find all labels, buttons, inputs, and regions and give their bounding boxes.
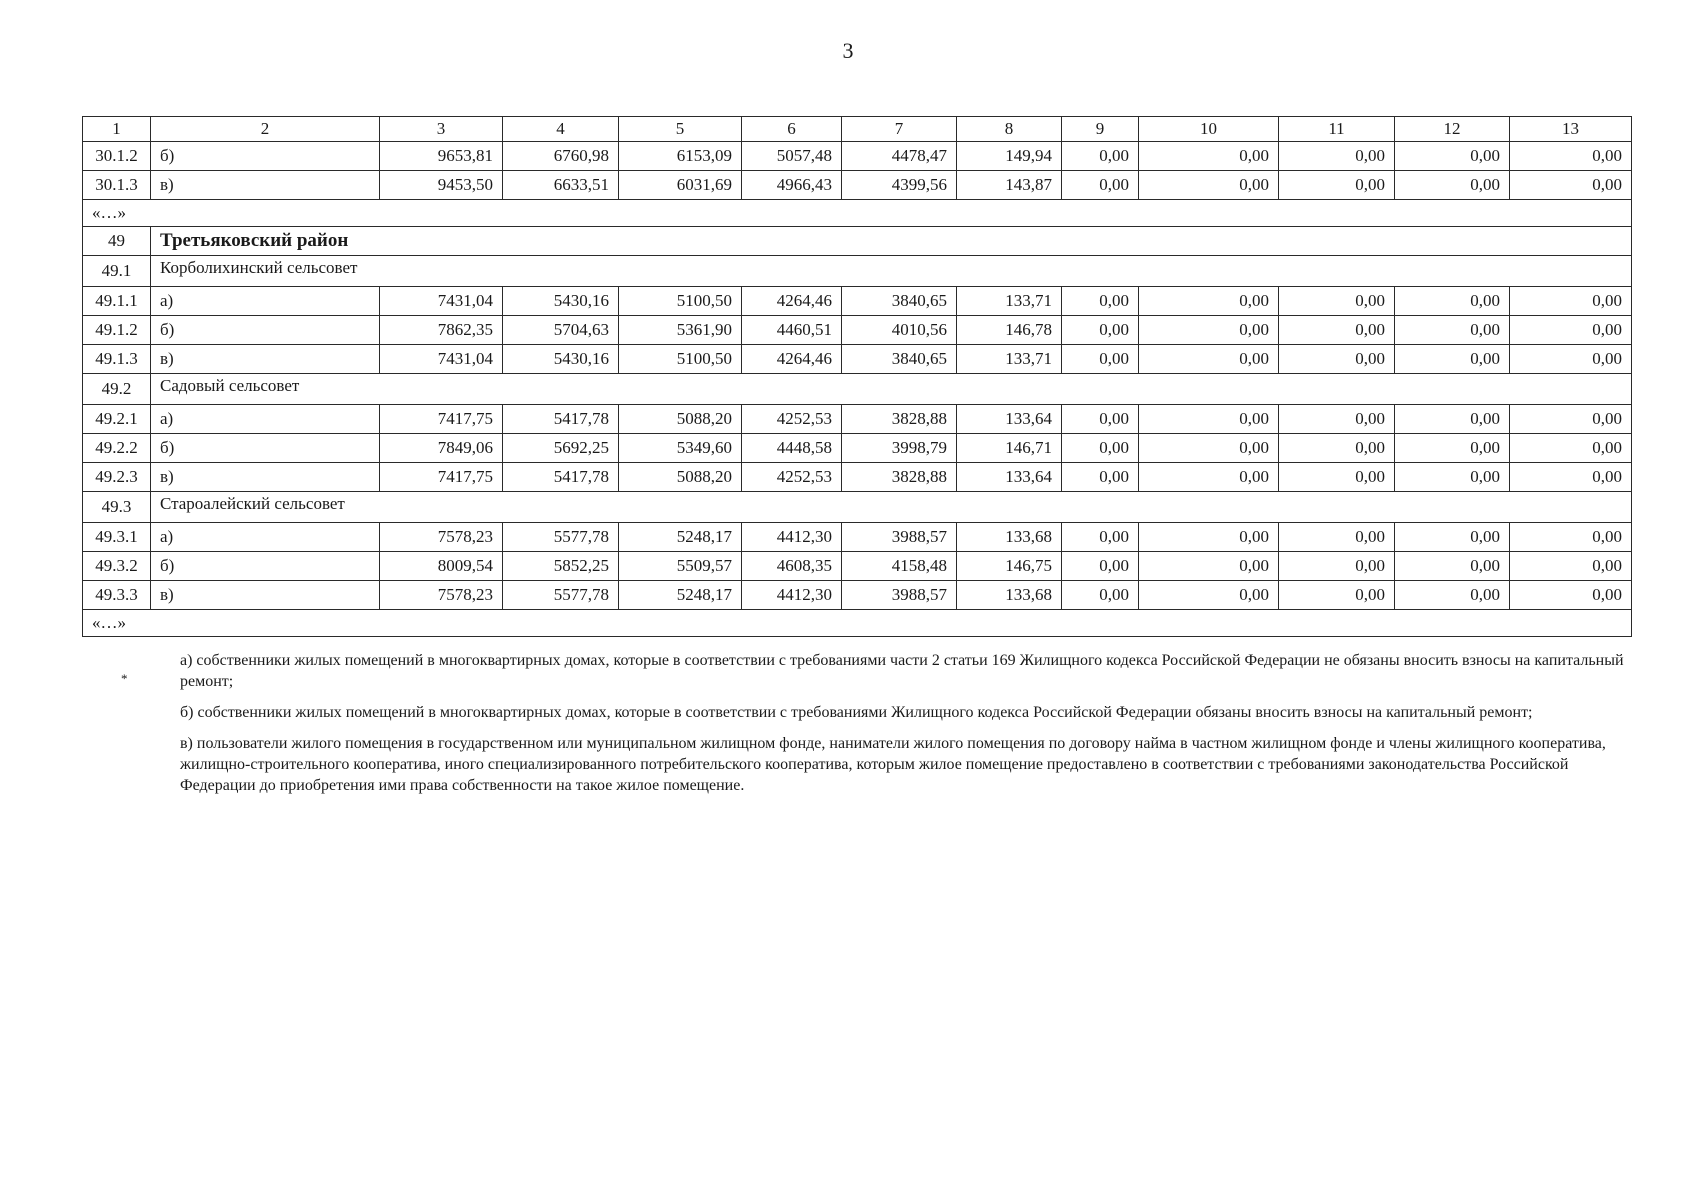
footnote-a: а) собственники жилых помещений в многоквартирных домах, которые в соответствии с требованиями части 2 статьи 169 Жилищного кодекса Российской Федерации не обязаны вносить взносы на капитальный ремонт; (180, 652, 1624, 690)
value-cell: 7862,35 (380, 316, 503, 345)
value-cell: 4010,56 (842, 316, 957, 345)
table-row (83, 434, 1632, 463)
category-cell: в) (151, 345, 380, 374)
footnote-c: в) пользователи жилого помещения в государственном или муниципальном жилищном фонде, наниматели жилого помещения по договору найма в частном жилищном фонде и члены жилищного кооператива, жилищно-строительного кооператива, иного специализированного потребительского кооператива, которым жилое помещение предоставлено в соответствии с требованиями законодательства Российской Федерации до приобретения ими права собственности на такое жилое помещение. (180, 735, 1606, 794)
value-cell: 4608,35 (742, 552, 842, 581)
value-cell: 146,78 (957, 316, 1062, 345)
value-cell: 0,00 (1510, 171, 1632, 200)
value-cell: 5692,25 (503, 434, 619, 463)
value-cell: 143,87 (957, 171, 1062, 200)
column-number-header: 4 (503, 117, 619, 142)
value-cell: 5088,20 (619, 405, 742, 434)
value-cell: 0,00 (1395, 287, 1510, 316)
district-name: Третьяковский район (151, 227, 1632, 256)
value-cell: 4412,30 (742, 523, 842, 552)
value-cell: 0,00 (1062, 287, 1139, 316)
value-cell: 3988,57 (842, 523, 957, 552)
value-cell: 0,00 (1279, 434, 1395, 463)
value-cell: 133,64 (957, 463, 1062, 492)
value-cell: 6153,09 (619, 142, 742, 171)
tariff-table (82, 116, 1632, 637)
value-cell: 5248,17 (619, 581, 742, 610)
council-name: Садовый сельсовет (151, 374, 1632, 405)
value-cell: 0,00 (1510, 316, 1632, 345)
category-cell: б) (151, 434, 380, 463)
value-cell: 0,00 (1395, 523, 1510, 552)
row-code-cell: 49.1 (83, 256, 151, 287)
value-cell: 5349,60 (619, 434, 742, 463)
row-code-cell: 49.3.3 (83, 581, 151, 610)
value-cell: 9453,50 (380, 171, 503, 200)
value-cell: 133,71 (957, 287, 1062, 316)
value-cell: 5704,63 (503, 316, 619, 345)
value-cell: 133,68 (957, 523, 1062, 552)
value-cell: 146,71 (957, 434, 1062, 463)
row-code-cell: 30.1.3 (83, 171, 151, 200)
category-cell: в) (151, 171, 380, 200)
row-code-cell: 49.2.2 (83, 434, 151, 463)
omission-mark: «…» (83, 200, 1632, 227)
table-row (83, 287, 1632, 316)
value-cell: 133,68 (957, 581, 1062, 610)
value-cell: 0,00 (1395, 581, 1510, 610)
column-number-header: 12 (1395, 117, 1510, 142)
council-row (83, 256, 1632, 287)
value-cell: 4399,56 (842, 171, 957, 200)
column-number-header: 1 (83, 117, 151, 142)
category-cell: а) (151, 405, 380, 434)
value-cell: 8009,54 (380, 552, 503, 581)
value-cell: 0,00 (1139, 142, 1279, 171)
value-cell: 5361,90 (619, 316, 742, 345)
row-code-cell: 49.1.1 (83, 287, 151, 316)
value-cell: 3840,65 (842, 345, 957, 374)
value-cell: 0,00 (1510, 523, 1632, 552)
table-row (83, 581, 1632, 610)
value-cell: 5852,25 (503, 552, 619, 581)
footnote-marker: * (121, 671, 128, 686)
value-cell: 0,00 (1510, 463, 1632, 492)
table-row (83, 316, 1632, 345)
value-cell: 0,00 (1279, 171, 1395, 200)
category-cell: а) (151, 523, 380, 552)
value-cell: 0,00 (1279, 581, 1395, 610)
column-number-header: 9 (1062, 117, 1139, 142)
value-cell: 0,00 (1279, 552, 1395, 581)
value-cell: 0,00 (1062, 171, 1139, 200)
value-cell: 0,00 (1139, 434, 1279, 463)
value-cell: 4460,51 (742, 316, 842, 345)
table-row (83, 463, 1632, 492)
column-number-row (83, 117, 1632, 142)
value-cell: 149,94 (957, 142, 1062, 171)
value-cell: 3828,88 (842, 405, 957, 434)
value-cell: 0,00 (1395, 142, 1510, 171)
value-cell: 0,00 (1062, 405, 1139, 434)
column-number-header: 6 (742, 117, 842, 142)
value-cell: 0,00 (1395, 316, 1510, 345)
value-cell: 3988,57 (842, 581, 957, 610)
value-cell: 0,00 (1395, 463, 1510, 492)
value-cell: 0,00 (1139, 345, 1279, 374)
row-code-cell: 49.2 (83, 374, 151, 405)
column-number-header: 2 (151, 117, 380, 142)
value-cell: 5430,16 (503, 345, 619, 374)
value-cell: 7431,04 (380, 345, 503, 374)
value-cell: 133,71 (957, 345, 1062, 374)
value-cell: 3828,88 (842, 463, 957, 492)
value-cell: 0,00 (1139, 523, 1279, 552)
value-cell: 4252,53 (742, 463, 842, 492)
district-row (83, 227, 1632, 256)
value-cell: 0,00 (1395, 552, 1510, 581)
column-number-header: 3 (380, 117, 503, 142)
value-cell: 4448,58 (742, 434, 842, 463)
row-code-cell: 49.2.3 (83, 463, 151, 492)
value-cell: 5509,57 (619, 552, 742, 581)
value-cell: 0,00 (1279, 287, 1395, 316)
value-cell: 0,00 (1510, 581, 1632, 610)
value-cell: 5577,78 (503, 523, 619, 552)
value-cell: 0,00 (1139, 171, 1279, 200)
value-cell: 7578,23 (380, 581, 503, 610)
value-cell: 0,00 (1510, 345, 1632, 374)
value-cell: 5088,20 (619, 463, 742, 492)
value-cell: 0,00 (1139, 463, 1279, 492)
omission-row (83, 200, 1632, 227)
value-cell: 6031,69 (619, 171, 742, 200)
row-code-cell: 49.1.2 (83, 316, 151, 345)
value-cell: 3998,79 (842, 434, 957, 463)
value-cell: 9653,81 (380, 142, 503, 171)
value-cell: 0,00 (1510, 552, 1632, 581)
value-cell: 0,00 (1279, 523, 1395, 552)
value-cell: 7417,75 (380, 405, 503, 434)
value-cell: 0,00 (1062, 581, 1139, 610)
category-cell: б) (151, 552, 380, 581)
table-body (83, 117, 1632, 637)
value-cell: 4158,48 (842, 552, 957, 581)
value-cell: 0,00 (1510, 405, 1632, 434)
value-cell: 5100,50 (619, 345, 742, 374)
value-cell: 5577,78 (503, 581, 619, 610)
council-row (83, 374, 1632, 405)
row-code-cell: 49 (83, 227, 151, 256)
value-cell: 4264,46 (742, 345, 842, 374)
page-number: 3 (842, 38, 854, 63)
value-cell: 5430,16 (503, 287, 619, 316)
value-cell: 0,00 (1510, 142, 1632, 171)
value-cell: 0,00 (1062, 523, 1139, 552)
council-name: Староалейский сельсовет (151, 492, 1632, 523)
council-name: Корболихинский сельсовет (151, 256, 1632, 287)
row-code-cell: 49.3.2 (83, 552, 151, 581)
footnote-b: б) собственники жилых помещений в многоквартирных домах, которые в соответствии с требованиями Жилищного кодекса Российской Федерации обязаны вносить взносы на капитальный ремонт; (180, 704, 1533, 721)
value-cell: 5057,48 (742, 142, 842, 171)
value-cell: 0,00 (1062, 434, 1139, 463)
category-cell: б) (151, 316, 380, 345)
row-code-cell: 49.2.1 (83, 405, 151, 434)
value-cell: 0,00 (1279, 463, 1395, 492)
value-cell: 7578,23 (380, 523, 503, 552)
value-cell: 0,00 (1062, 345, 1139, 374)
value-cell: 5417,78 (503, 405, 619, 434)
omission-mark: «…» (83, 610, 1632, 637)
value-cell: 146,75 (957, 552, 1062, 581)
category-cell: б) (151, 142, 380, 171)
table-row (83, 405, 1632, 434)
footnotes (180, 650, 1630, 806)
value-cell: 4478,47 (842, 142, 957, 171)
table-row (83, 523, 1632, 552)
value-cell: 0,00 (1062, 463, 1139, 492)
value-cell: 0,00 (1139, 581, 1279, 610)
value-cell: 0,00 (1139, 287, 1279, 316)
table-row (83, 552, 1632, 581)
value-cell: 0,00 (1062, 316, 1139, 345)
category-cell: в) (151, 463, 380, 492)
council-row (83, 492, 1632, 523)
value-cell: 133,64 (957, 405, 1062, 434)
value-cell: 0,00 (1510, 434, 1632, 463)
value-cell: 5417,78 (503, 463, 619, 492)
value-cell: 0,00 (1279, 316, 1395, 345)
value-cell: 0,00 (1395, 405, 1510, 434)
column-number-header: 5 (619, 117, 742, 142)
value-cell: 4412,30 (742, 581, 842, 610)
value-cell: 0,00 (1279, 345, 1395, 374)
value-cell: 5248,17 (619, 523, 742, 552)
column-number-header: 10 (1139, 117, 1279, 142)
column-number-header: 8 (957, 117, 1062, 142)
value-cell: 0,00 (1279, 405, 1395, 434)
value-cell: 4966,43 (742, 171, 842, 200)
value-cell: 4264,46 (742, 287, 842, 316)
value-cell: 0,00 (1139, 405, 1279, 434)
value-cell: 6633,51 (503, 171, 619, 200)
value-cell: 5100,50 (619, 287, 742, 316)
value-cell: 0,00 (1139, 552, 1279, 581)
category-cell: а) (151, 287, 380, 316)
value-cell: 7849,06 (380, 434, 503, 463)
value-cell: 0,00 (1279, 142, 1395, 171)
value-cell: 0,00 (1139, 316, 1279, 345)
row-code-cell: 30.1.2 (83, 142, 151, 171)
column-number-header: 13 (1510, 117, 1632, 142)
table-row (83, 142, 1632, 171)
row-code-cell: 49.3.1 (83, 523, 151, 552)
value-cell: 3840,65 (842, 287, 957, 316)
omission-row (83, 610, 1632, 637)
value-cell: 6760,98 (503, 142, 619, 171)
value-cell: 0,00 (1062, 142, 1139, 171)
value-cell: 7431,04 (380, 287, 503, 316)
column-number-header: 7 (842, 117, 957, 142)
column-number-header: 11 (1279, 117, 1395, 142)
value-cell: 4252,53 (742, 405, 842, 434)
value-cell: 7417,75 (380, 463, 503, 492)
value-cell: 0,00 (1395, 345, 1510, 374)
value-cell: 0,00 (1395, 171, 1510, 200)
value-cell: 0,00 (1510, 287, 1632, 316)
value-cell: 0,00 (1062, 552, 1139, 581)
table-row (83, 171, 1632, 200)
row-code-cell: 49.1.3 (83, 345, 151, 374)
row-code-cell: 49.3 (83, 492, 151, 523)
category-cell: в) (151, 581, 380, 610)
value-cell: 0,00 (1395, 434, 1510, 463)
table-row (83, 345, 1632, 374)
